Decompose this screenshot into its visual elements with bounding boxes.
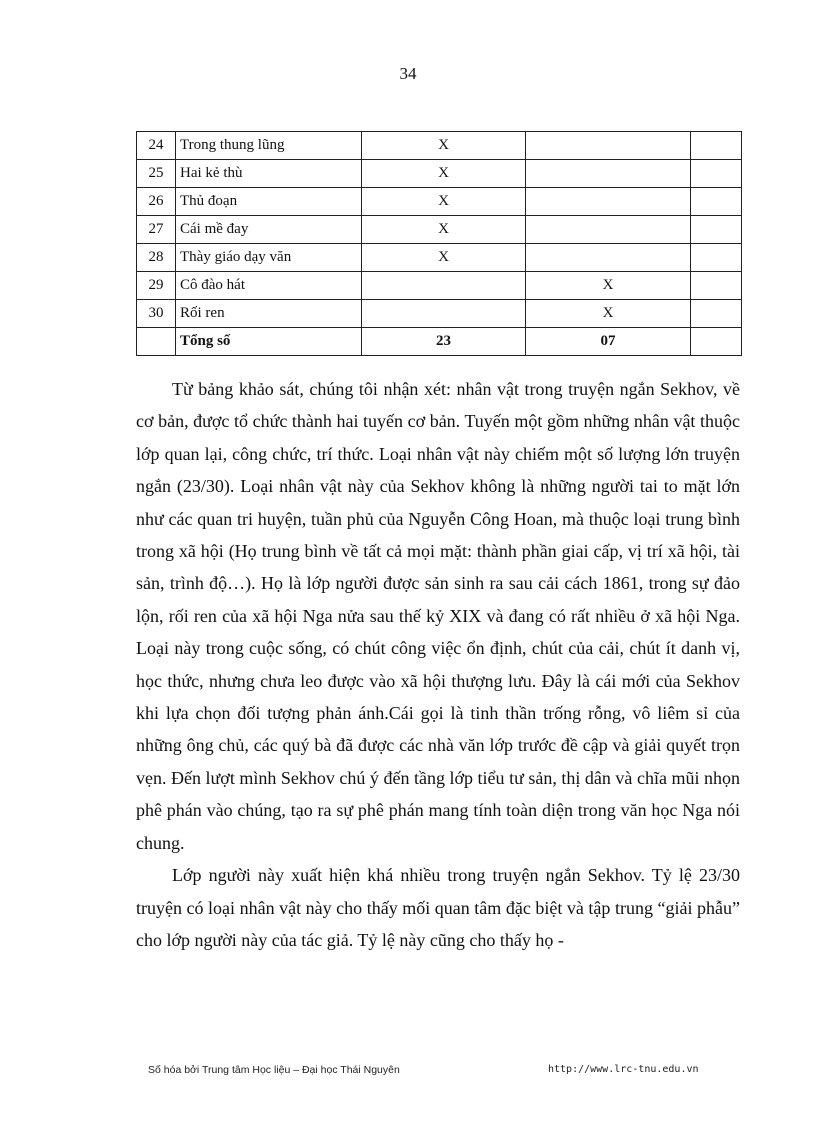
table-cell-num: 29 bbox=[137, 272, 176, 300]
table-cell-col3 bbox=[691, 216, 742, 244]
table-cell-col2 bbox=[526, 132, 691, 160]
table-cell-title: Rối ren bbox=[176, 300, 362, 328]
table-cell-title: Thủ đoạn bbox=[176, 188, 362, 216]
table-row bbox=[137, 132, 742, 160]
table-cell-num: 27 bbox=[137, 216, 176, 244]
table-cell-col1: 23 bbox=[362, 328, 526, 356]
table-cell-col1: X bbox=[362, 160, 526, 188]
table-cell-num bbox=[137, 328, 176, 356]
footer-url: http://www.lrc-tnu.edu.vn bbox=[548, 1064, 699, 1075]
survey-table bbox=[136, 131, 742, 356]
table-cell-title: Tổng số bbox=[176, 328, 362, 356]
body-text bbox=[136, 373, 740, 956]
table-cell-col1 bbox=[362, 300, 526, 328]
table-cell-num: 30 bbox=[137, 300, 176, 328]
table-cell-num: 28 bbox=[137, 244, 176, 272]
table-cell-col2: X bbox=[526, 272, 691, 300]
table-cell-col1: X bbox=[362, 216, 526, 244]
table-cell-col3 bbox=[691, 132, 742, 160]
table-cell-col2 bbox=[526, 188, 691, 216]
table-cell-col3 bbox=[691, 160, 742, 188]
table-cell-col3 bbox=[691, 300, 742, 328]
table-cell-col3 bbox=[691, 272, 742, 300]
table-cell-num: 24 bbox=[137, 132, 176, 160]
table-row bbox=[137, 272, 742, 300]
footer-source: Số hóa bởi Trung tâm Học liệu – Đại học Thái Nguyên bbox=[148, 1064, 400, 1076]
table-cell-col1 bbox=[362, 272, 526, 300]
table-cell-title: Thày giáo dạy văn bbox=[176, 244, 362, 272]
table-cell-title: Cái mề đay bbox=[176, 216, 362, 244]
table-cell-col1: X bbox=[362, 188, 526, 216]
table-row bbox=[137, 216, 742, 244]
table-cell-col1: X bbox=[362, 244, 526, 272]
table-cell-col1: X bbox=[362, 132, 526, 160]
table-row bbox=[137, 160, 742, 188]
survey-table-body bbox=[137, 132, 742, 356]
paragraph-2: Lớp người này xuất hiện khá nhiều trong truyện ngắn Sekhov. Tỷ lệ 23/30 truyện có loại nhân vật này cho thấy mối quan tâm đặc biệt và tập trung “giải phẫu” cho lớp người này của tác giả. Tỷ lệ này cũng cho thấy họ - bbox=[136, 865, 740, 950]
table-cell-num: 25 bbox=[137, 160, 176, 188]
table-row bbox=[137, 188, 742, 216]
table-total-row bbox=[137, 328, 742, 356]
table-cell-col2 bbox=[526, 244, 691, 272]
table-cell-col2: X bbox=[526, 300, 691, 328]
paragraph-1: Từ bảng khảo sát, chúng tôi nhận xét: nhân vật trong truyện ngắn Sekhov, về cơ bản, được tổ chức thành hai tuyến cơ bản. Tuyến một gồm những nhân vật thuộc lớp quan lại, công chức, trí thức. Loại nhân vật này chiếm một số lượng lớn truyện ngắn (23/30). Loại nhân vật này của Sekhov không là những người tai to mặt lớn như các quan tri huyện, tuần phủ của Nguyễn Công Hoan, mà thuộc loại trung bình trong xã hội (Họ trung bình về tất cả mọi mặt: thành phần giai cấp, vị trí xã hội, tài sản, trình độ…). Họ là lớp người được sản sinh ra sau cải cách 1861, trong sự đảo lộn, rối ren của xã hội Nga nửa sau thế kỷ XIX và đang có rất nhiều ở xã hội Nga. Loại này trong cuộc sống, có chút công việc ổn định, chút của cải, chút ít danh vị, học thức, nhưng chưa leo được vào xã hội thượng lưu. Đây là cái mới của Sekhov khi lựa chọn đối tượng phản ánh.Cái gọi là tinh thần trống rỗng, vô liêm sỉ của những ông chủ, các quý bà đã được các nhà văn lớp trước đề cập và giải quyết trọn vẹn. Đến lượt mình Sekhov chú ý đến tầng lớp tiểu tư sản, thị dân và chĩa mũi nhọn phê phán vào chúng, tạo ra sự phê phán mang tính toàn diện trong văn học Nga nói chung. bbox=[136, 379, 740, 853]
table-cell-col2 bbox=[526, 160, 691, 188]
table-cell-title: Cô đào hát bbox=[176, 272, 362, 300]
table-cell-num: 26 bbox=[137, 188, 176, 216]
table-row bbox=[137, 300, 742, 328]
table-cell-col2 bbox=[526, 216, 691, 244]
table-cell-col2: 07 bbox=[526, 328, 691, 356]
table-cell-title: Trong thung lũng bbox=[176, 132, 362, 160]
page-number: 34 bbox=[399, 64, 417, 83]
table-cell-col3 bbox=[691, 188, 742, 216]
table-row bbox=[137, 244, 742, 272]
table-cell-col3 bbox=[691, 244, 742, 272]
table-cell-title: Hai kẻ thù bbox=[176, 160, 362, 188]
table-cell-col3 bbox=[691, 328, 742, 356]
